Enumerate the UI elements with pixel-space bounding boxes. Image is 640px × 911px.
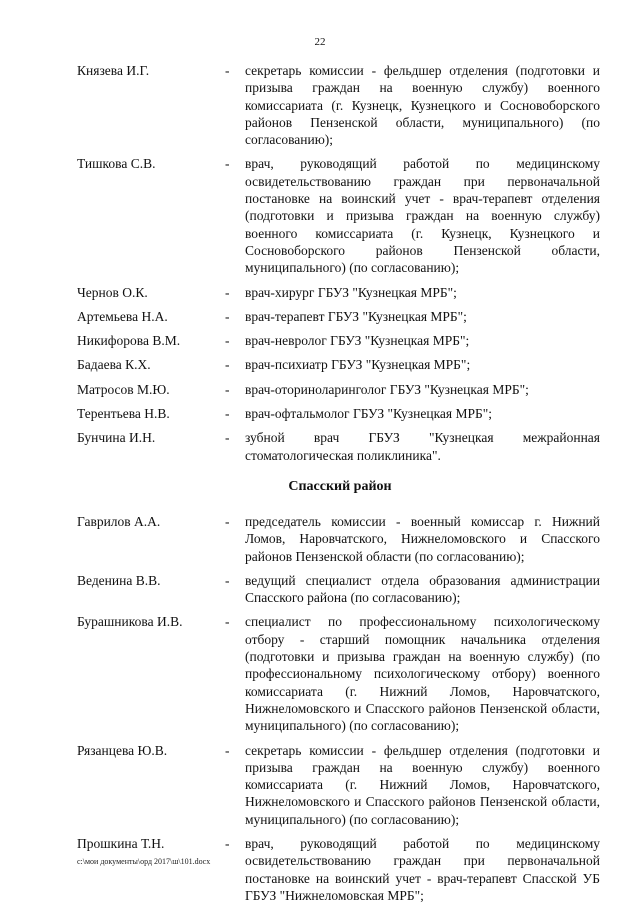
document-body bbox=[0, 62, 640, 911]
separator-dash: - bbox=[225, 406, 230, 422]
member-role: секретарь комиссии - фельдшер отделения (подготовки и призыва граждан на военную службу) военного комиссариата (г. Нижний Ломов, Наровчатского, Нижнеломовского и Спасского районов Пензенской области, муниципального) (по согласованию); bbox=[245, 742, 600, 827]
separator-dash: - bbox=[225, 308, 230, 324]
member-name: Артемьева Н.А. bbox=[77, 308, 168, 324]
separator-dash: - bbox=[225, 835, 230, 851]
member-name: Гаврилов А.А. bbox=[77, 513, 161, 529]
separator-dash: - bbox=[225, 513, 230, 529]
section-heading: Спасский район bbox=[288, 478, 392, 494]
member-role: врач, руководящий работой по медицинскому освидетельствованию граждан при первоначальной постановке на воинский учет - врач-терапевт Спасской УБ ГБУЗ "Нижнеломовская МРБ"; bbox=[245, 835, 600, 903]
member-name: Чернов О.К. bbox=[77, 284, 148, 300]
member-entry bbox=[0, 381, 640, 398]
member-role: зубной врач ГБУЗ "Кузнецкая межрайонная стоматологическая поликлиника". bbox=[245, 430, 600, 463]
member-name: Бурашникова И.В. bbox=[77, 614, 183, 630]
member-role: врач-офтальмолог ГБУЗ "Кузнецкая МРБ"; bbox=[245, 406, 493, 422]
member-entry bbox=[0, 429, 640, 464]
member-entry bbox=[0, 356, 640, 373]
member-entry bbox=[0, 742, 640, 828]
member-role: врач-невролог ГБУЗ "Кузнецкая МРБ"; bbox=[245, 333, 470, 349]
separator-dash: - bbox=[225, 742, 230, 758]
member-name: Матросов М.Ю. bbox=[77, 381, 170, 397]
separator-dash: - bbox=[225, 156, 230, 172]
member-role: врач-оториноларинголог ГБУЗ "Кузнецкая МРБ"; bbox=[245, 381, 529, 397]
member-role: ведущий специалист отдела образования администрации Спасского района (по согласованию); bbox=[245, 572, 600, 606]
member-entry bbox=[0, 284, 640, 301]
member-role: врач-психиатр ГБУЗ "Кузнецкая МРБ"; bbox=[245, 357, 471, 373]
separator-dash: - bbox=[225, 572, 230, 588]
member-name: Рязанцева Ю.В. bbox=[77, 742, 168, 758]
member-entry bbox=[0, 835, 640, 904]
member-role: председатель комиссии - военный комиссар г. Нижний Ломов, Наровчатского, Нижнеломовского и Спасского районов Пензенской области (по согласованию); bbox=[245, 513, 600, 564]
member-entry bbox=[0, 405, 640, 422]
separator-dash: - bbox=[225, 284, 230, 300]
separator-dash: - bbox=[225, 63, 230, 78]
member-list-kuznetsk bbox=[0, 62, 640, 464]
member-entry bbox=[0, 155, 640, 276]
member-entry bbox=[0, 62, 640, 148]
member-name: Тишкова С.В. bbox=[77, 156, 156, 172]
separator-dash: - bbox=[225, 430, 230, 446]
member-name: Веденина В.В. bbox=[77, 572, 161, 588]
page-number: 22 bbox=[314, 36, 326, 48]
member-role: врач-хирург ГБУЗ "Кузнецкая МРБ"; bbox=[245, 284, 457, 300]
separator-dash: - bbox=[225, 614, 230, 630]
member-role: врач, руководящий работой по медицинскому освидетельствованию граждан при первоначальной постановке на воинский учет - врач-терапевт отделения (подготовки и призыва граждан на военную службу) военного комиссариата (г. Кузнецк, Кузнецкого и Сосновоборского районов Пензенской области, муниципального) (по согласованию); bbox=[245, 156, 600, 276]
member-name: Бадаева К.Х. bbox=[77, 357, 151, 373]
member-entry bbox=[0, 613, 640, 734]
member-entry bbox=[0, 572, 640, 607]
member-list-spassky bbox=[0, 513, 640, 904]
separator-dash: - bbox=[225, 381, 230, 397]
member-role: специалист по профессиональному психологическому отбору - старший помощник начальника отделения (подготовки и призыва граждан на военную службу) (по профессиональному психологическому отбору) военного комиссариата (г. Нижний Ломов, Наровчатского, Нижнеломовского и Спасского районов Пензенской области, муниципального) (по согласованию); bbox=[245, 614, 600, 734]
member-name: Князева И.Г. bbox=[77, 63, 150, 78]
member-role: секретарь комиссии - фельдшер отделения (подготовки и призыва граждан на военную службу) военного комиссариата (г. Кузнецк, Кузнецкого и Сосновоборского районов Пензенской области, муниципального) (по согласованию); bbox=[245, 63, 600, 148]
member-entry bbox=[0, 308, 640, 325]
member-entry bbox=[0, 332, 640, 349]
separator-dash: - bbox=[225, 357, 230, 373]
member-entry bbox=[0, 513, 640, 565]
member-role: врач-терапевт ГБУЗ "Кузнецкая МРБ"; bbox=[245, 308, 467, 324]
member-name: Прошкина Т.Н. bbox=[77, 835, 165, 851]
member-name: Никифорова В.М. bbox=[77, 333, 181, 349]
footer-file-path: c:\мои документы\орд 2017\ш\101.docx bbox=[77, 857, 211, 866]
member-name: Терентьева Н.В. bbox=[77, 406, 170, 422]
separator-dash: - bbox=[225, 333, 230, 349]
member-name: Бунчина И.Н. bbox=[77, 430, 156, 446]
